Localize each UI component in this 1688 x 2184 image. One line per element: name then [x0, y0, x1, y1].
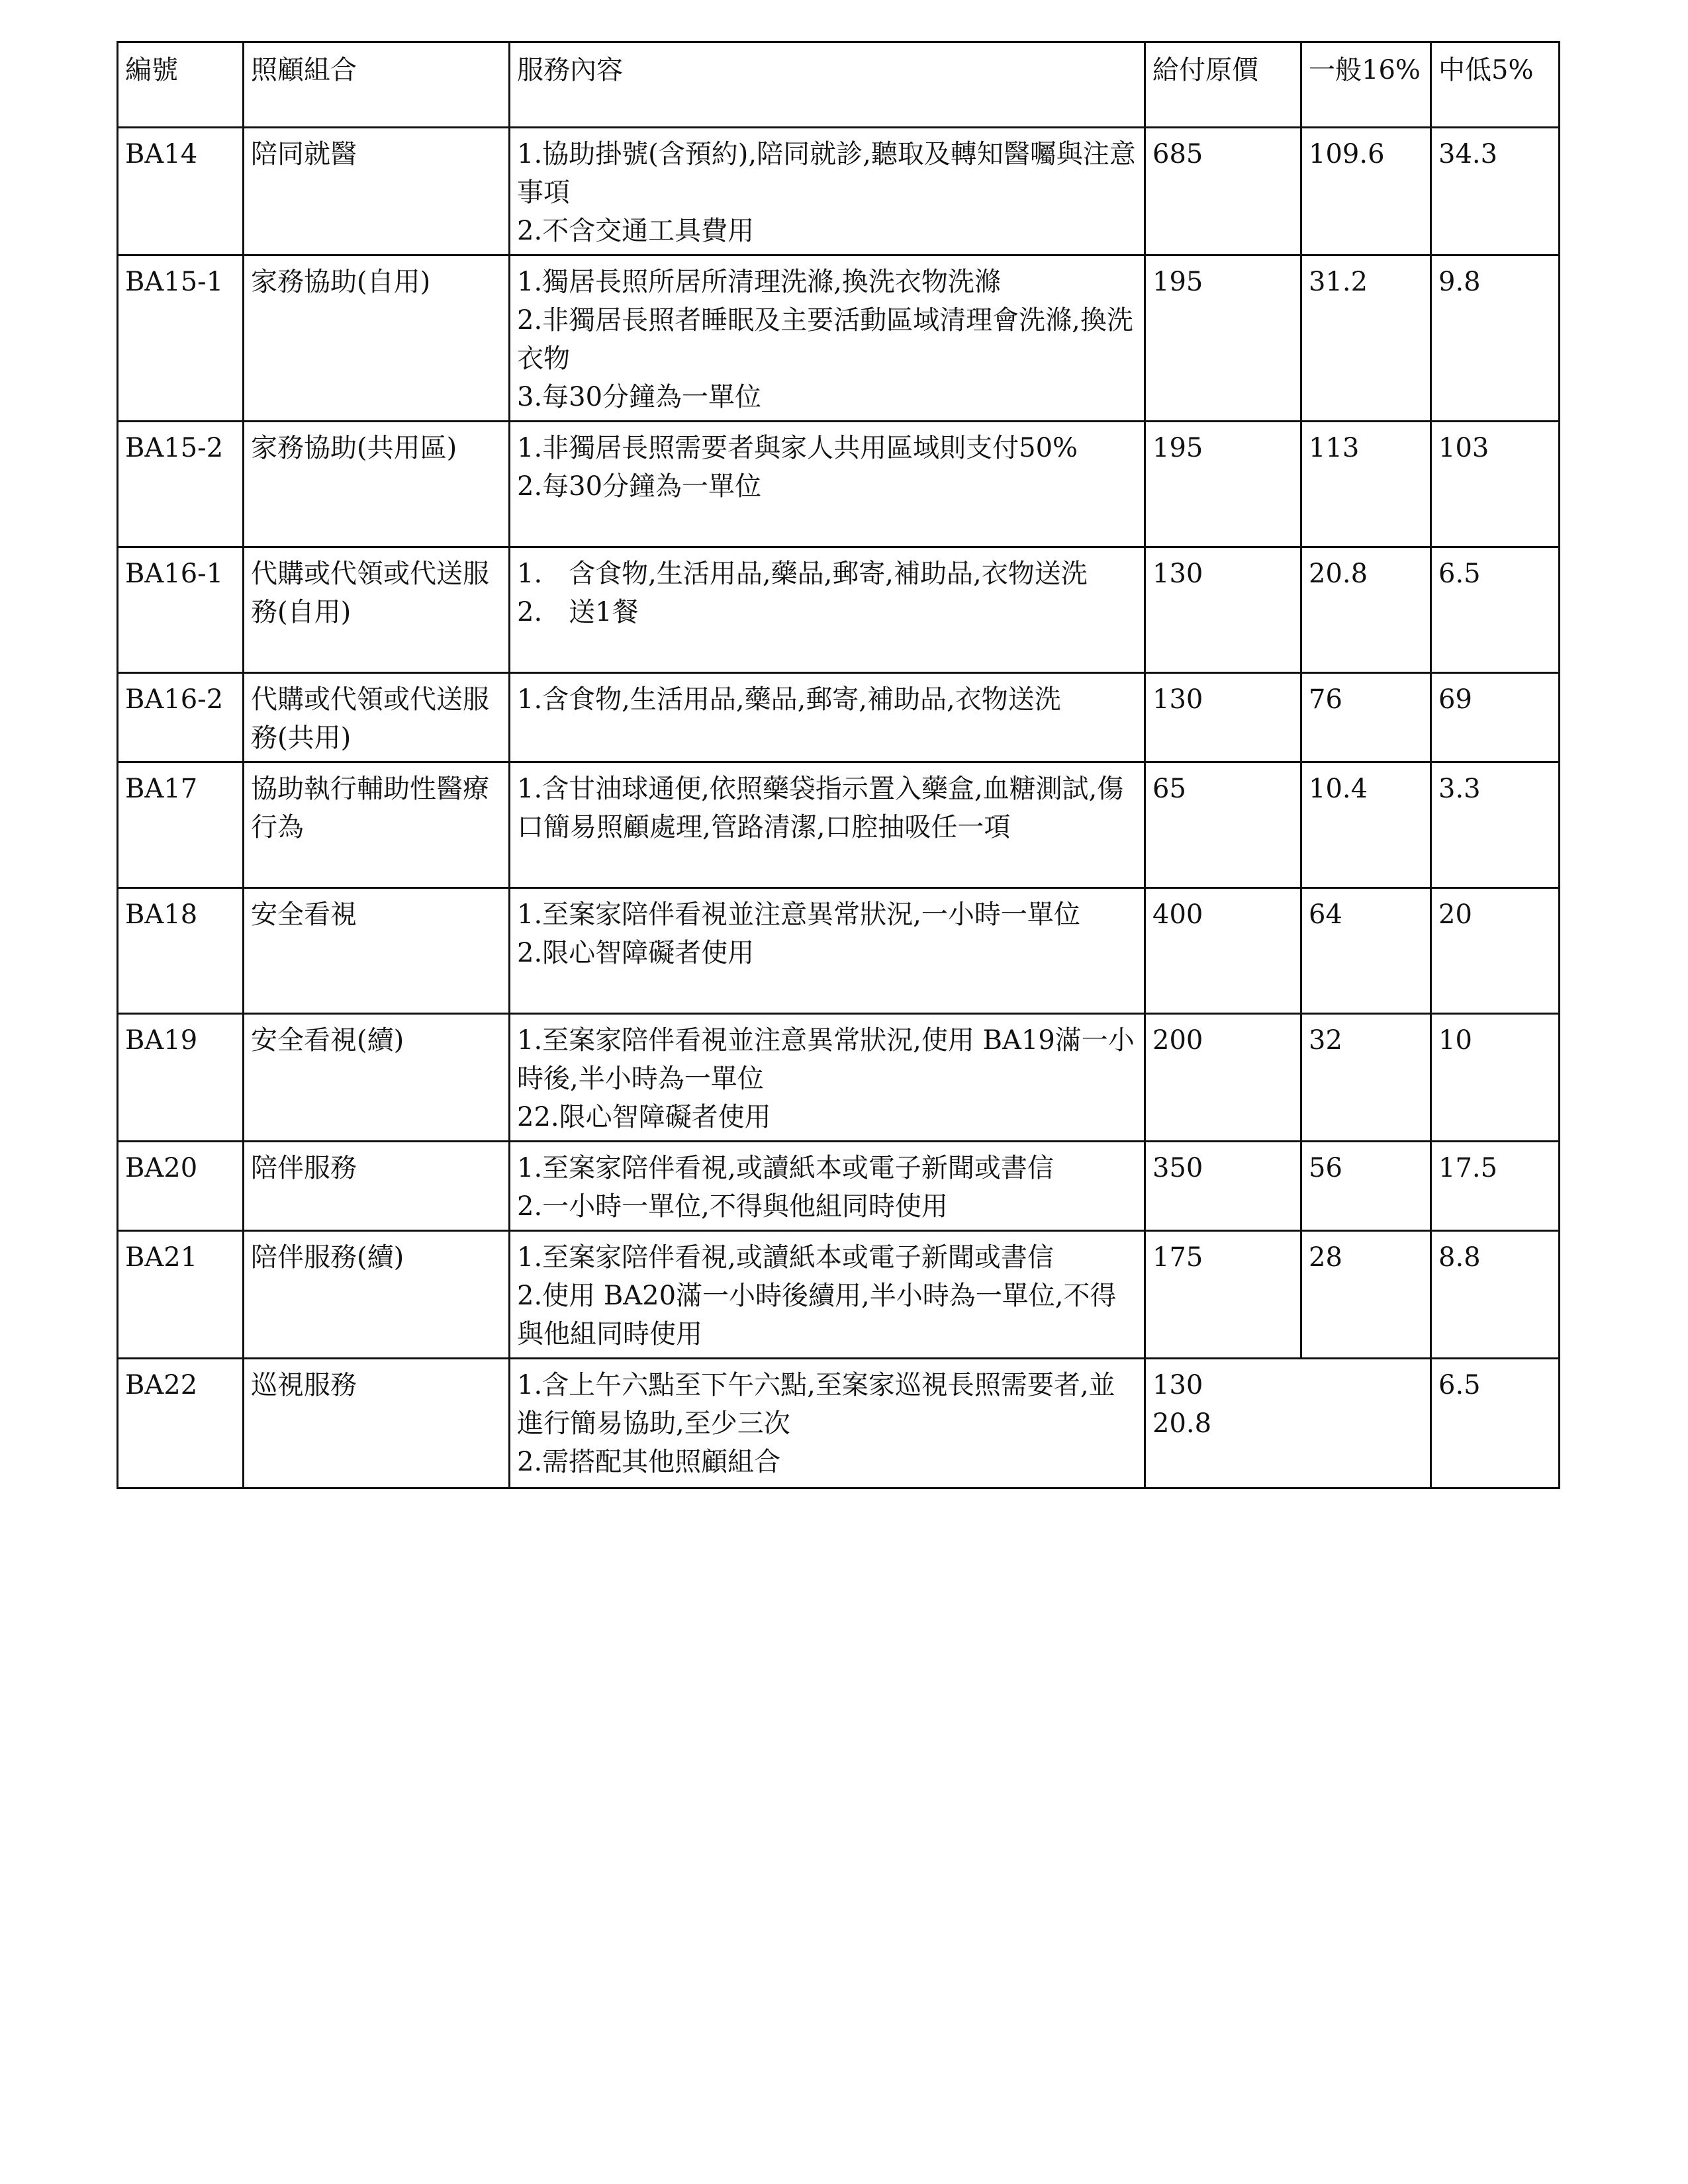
content-line: 2.每30分鐘為一單位: [517, 471, 762, 502]
cell-low: 6.5: [1431, 1359, 1560, 1488]
cell-low: 103: [1431, 422, 1560, 547]
cell-combo: 陪同就醫: [244, 128, 510, 255]
content-line: 1.至案家陪伴看視並注意異常狀況,使用 BA19滿一小時後,半小時為一單位: [517, 1025, 1135, 1094]
header-content: 服務內容: [510, 42, 1145, 128]
cell-code: BA15-2: [118, 422, 244, 547]
cell-price: 175: [1145, 1231, 1301, 1359]
cell-code: BA22: [118, 1359, 244, 1488]
cell-price: 195: [1145, 255, 1301, 422]
content-line: 2.限心智障礙者使用: [517, 938, 755, 968]
cell-code: BA16-1: [118, 547, 244, 673]
content-line: 22.限心智障礙者使用: [517, 1102, 771, 1132]
cell-content: [510, 762, 1145, 888]
cell-general: 113: [1301, 422, 1431, 547]
cell-low: 9.8: [1431, 255, 1560, 422]
care-service-table: [117, 41, 1560, 1489]
content-line: 2.需搭配其他照顧組合: [517, 1447, 781, 1477]
content-line: 2. 送1餐: [517, 597, 639, 627]
header-combo: 照顧組合: [244, 42, 510, 128]
content-line: 1. 含食物,生活用品,藥品,郵寄,補助品,衣物送洗: [517, 559, 1088, 589]
cell-combo: 安全看視(續): [244, 1014, 510, 1142]
content-line: 1.含甘油球通便,依照藥袋指示置入藥盒,血糖測試,傷口簡易照顧處理,管路清潔,口腔抽吸任一項: [517, 774, 1124, 842]
cell-code: BA18: [118, 888, 244, 1014]
cell-low: 34.3: [1431, 128, 1560, 255]
cell-general: 31.2: [1301, 255, 1431, 422]
table-body: [118, 128, 1560, 1488]
cell-price: 200: [1145, 1014, 1301, 1142]
cell-content: [510, 673, 1145, 762]
cell-combo: 家務協助(共用區): [244, 422, 510, 547]
cell-combo: 陪伴服務: [244, 1142, 510, 1231]
cell-low: 6.5: [1431, 547, 1560, 673]
cell-combo: 協助執行輔助性醫療行為: [244, 762, 510, 888]
content-line: 2.不含交通工具費用: [517, 216, 755, 246]
cell-price: 130: [1145, 547, 1301, 673]
content-line: 1.至案家陪伴看視,或讀紙本或電子新聞或書信: [517, 1153, 1054, 1183]
content-line: 3.每30分鐘為一單位: [517, 382, 762, 412]
cell-general: 64: [1301, 888, 1431, 1014]
content-line: 1.至案家陪伴看視並注意異常狀況,一小時一單位: [517, 899, 1080, 930]
cell-code: BA20: [118, 1142, 244, 1231]
cell-content: [510, 547, 1145, 673]
cell-content: [510, 1014, 1145, 1142]
table-row: [118, 547, 1560, 673]
header-general: 一般16%: [1301, 42, 1431, 128]
table-row: [118, 255, 1560, 422]
cell-content: [510, 1231, 1145, 1359]
cell-low: 69: [1431, 673, 1560, 762]
cell-code: BA15-1: [118, 255, 244, 422]
cell-general: 10.4: [1301, 762, 1431, 888]
cell-price: 400: [1145, 888, 1301, 1014]
cell-low: 3.3: [1431, 762, 1560, 888]
cell-code: BA17: [118, 762, 244, 888]
cell-combo: 代購或代領或代送服務(自用): [244, 547, 510, 673]
cell-price: 195: [1145, 422, 1301, 547]
cell-content: [510, 255, 1145, 422]
header-code: 編號: [118, 42, 244, 128]
cell-general: 28: [1301, 1231, 1431, 1359]
cell-low: 10: [1431, 1014, 1560, 1142]
content-line: 1.獨居長照所居所清理洗滌,換洗衣物洗滌: [517, 267, 1001, 297]
cell-price: 350: [1145, 1142, 1301, 1231]
cell-code: BA14: [118, 128, 244, 255]
content-line: 1.含上午六點至下午六點,至案家巡視長照需要者,並進行簡易協助,至少三次: [517, 1370, 1115, 1439]
header-price: 給付原價: [1145, 42, 1301, 128]
cell-general: 56: [1301, 1142, 1431, 1231]
cell-general: 76: [1301, 673, 1431, 762]
price-line: 130: [1152, 1370, 1203, 1400]
cell-combo: 巡視服務: [244, 1359, 510, 1488]
cell-general: 109.6: [1301, 128, 1431, 255]
cell-content: [510, 1142, 1145, 1231]
table-row: [118, 1231, 1560, 1359]
cell-low: 17.5: [1431, 1142, 1560, 1231]
content-line: 1.至案家陪伴看視,或讀紙本或電子新聞或書信: [517, 1242, 1054, 1273]
content-line: 2.非獨居長照者睡眠及主要活動區域清理會洗滌,換洗衣物: [517, 305, 1133, 374]
table-row: [118, 1359, 1560, 1488]
content-line: 1.非獨居長照需要者與家人共用區域則支付50%: [517, 433, 1078, 463]
cell-content: [510, 422, 1145, 547]
cell-price: 65: [1145, 762, 1301, 888]
content-line: 1.含食物,生活用品,藥品,郵寄,補助品,衣物送洗: [517, 684, 1061, 715]
cell-combo: 安全看視: [244, 888, 510, 1014]
cell-content: [510, 888, 1145, 1014]
table-row: [118, 128, 1560, 255]
cell-general: 20.8: [1301, 547, 1431, 673]
cell-content: [510, 1359, 1145, 1488]
header-row: [118, 42, 1560, 128]
price-line: 20.8: [1152, 1408, 1212, 1439]
cell-code: BA19: [118, 1014, 244, 1142]
cell-general: 32: [1301, 1014, 1431, 1142]
cell-content: [510, 128, 1145, 255]
cell-combo: 家務協助(自用): [244, 255, 510, 422]
cell-code: BA16-2: [118, 673, 244, 762]
cell-code: BA21: [118, 1231, 244, 1359]
header-low: 中低5%: [1431, 42, 1560, 128]
table-row: [118, 1142, 1560, 1231]
cell-combo: 陪伴服務(續): [244, 1231, 510, 1359]
table-row: [118, 888, 1560, 1014]
content-line: 2.一小時一單位,不得與他組同時使用: [517, 1191, 948, 1222]
table-row: [118, 422, 1560, 547]
table-row: [118, 1014, 1560, 1142]
content-line: 2.使用 BA20滿一小時後續用,半小時為一單位,不得與他組同時使用: [517, 1281, 1117, 1349]
cell-price: 130: [1145, 673, 1301, 762]
cell-price: 685: [1145, 128, 1301, 255]
cell-combo: 代購或代領或代送服務(共用): [244, 673, 510, 762]
cell-low: 8.8: [1431, 1231, 1560, 1359]
table-row: [118, 673, 1560, 762]
content-line: 1.協助掛號(含預約),陪同就診,聽取及轉知醫囑與注意事項: [517, 139, 1136, 208]
cell-low: 20: [1431, 888, 1560, 1014]
cell-price-merged: [1145, 1359, 1431, 1488]
table-row: [118, 762, 1560, 888]
